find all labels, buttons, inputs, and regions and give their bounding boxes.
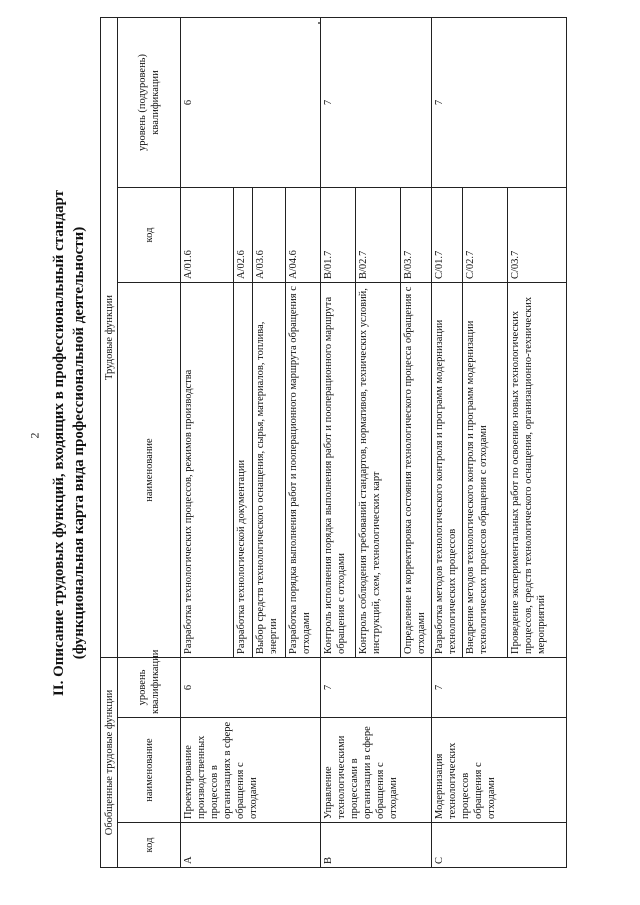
function-code: В/01.7 <box>321 188 356 283</box>
function-code: А/02.6 <box>234 188 253 283</box>
function-code: А/01.6 <box>181 188 234 283</box>
group-level: 7 <box>321 658 432 718</box>
header-function-code: код <box>118 188 181 283</box>
group-name: Модернизация технологических процессов обращения с отходами <box>432 718 567 823</box>
group-level: 6 <box>181 658 321 718</box>
header-function-name: наименование <box>118 283 181 658</box>
header-sublevel: уровень (подуровень) квалификации <box>118 17 181 187</box>
group-code: C <box>432 823 567 868</box>
group-name: Проектирование производственных процессов в организациях в сфере обращения с отходами <box>181 718 321 823</box>
function-name: Разработка порядка выполнения работ и пооперационного маршрута обращения с отходами <box>286 283 321 658</box>
group-code: B <box>321 823 432 868</box>
function-name: Контроль исполнения порядка выполнения работ и пооперационного маршрута обращения с отходами <box>321 283 356 658</box>
function-code: С/02.7 <box>463 188 508 283</box>
rotated-page-content <box>50 18 640 868</box>
header-generalized-functions: Обобщенные трудовые функции <box>101 658 118 868</box>
section-subtitle: (функциональная карта вида профессиональной деятельности) <box>71 226 87 660</box>
function-name: Проведение экспериментальных работ по освоению новых технологических процессов, средств технологического оснащения, организационно-технических мероприятий <box>508 283 567 658</box>
header-labor-functions: Трудовые функции <box>101 17 118 657</box>
header-level: уровень квалификации <box>118 658 181 718</box>
header-name: наименование <box>118 718 181 823</box>
functional-map-table <box>100 17 567 868</box>
function-code: В/02.7 <box>356 188 401 283</box>
function-sublevel: 7 <box>432 17 567 187</box>
function-name: Разработка технологических процессов, режимов производства <box>181 283 234 658</box>
header-code: код <box>118 823 181 868</box>
table-row <box>432 17 463 867</box>
table-row <box>181 17 234 867</box>
function-name: Внедрение методов технологического контроля и программ модернизации технологических процессов обращения с отходами <box>463 283 508 658</box>
group-code: A <box>181 823 321 868</box>
function-code: А/04.6 <box>286 188 321 283</box>
function-code: С/01.7 <box>432 188 463 283</box>
function-name: Контроль соблюдения требований стандартов, нормативов, технических условий, инструкций, схем, технологических карт <box>356 283 401 658</box>
table-row <box>321 17 356 867</box>
function-code: А/03.6 <box>253 188 286 283</box>
function-code: С/03.7 <box>508 188 567 283</box>
function-name: Выбор средств технологического оснащения, сырья, материалов, топлива, энергии <box>253 283 286 658</box>
group-level: 7 <box>432 658 567 718</box>
group-name: Управление технологическими процессами в организации в сфере обращения с отходами <box>321 718 432 823</box>
page-number: 2 <box>27 432 42 439</box>
function-name: Определение и корректировка состояния технологического процесса обращения с отходами <box>401 283 432 658</box>
function-code: В/03.7 <box>401 188 432 283</box>
section-title: II. Описание трудовых функций, входящих в профессиональный стандарт <box>51 189 67 697</box>
function-name: Разработка методов технологического контроля и программ модернизации технологических процессов <box>432 283 463 658</box>
function-sublevel: 6 <box>181 17 321 187</box>
function-sublevel: 7 <box>321 17 432 187</box>
function-name: Разработка технологической документации <box>234 283 253 658</box>
